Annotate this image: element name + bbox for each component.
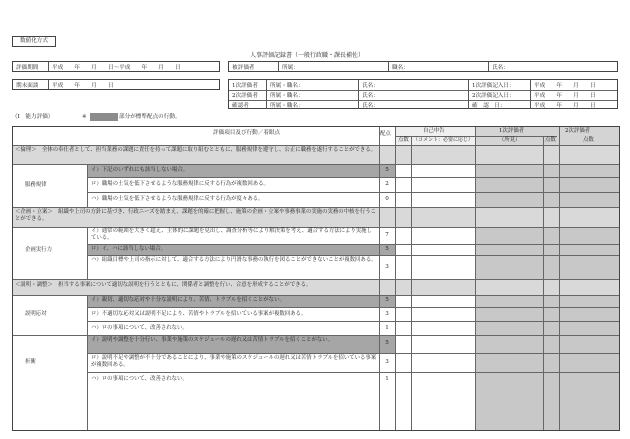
format-tag bbox=[12, 36, 56, 47]
self-comment-cell[interactable] bbox=[411, 164, 475, 207]
evaluator-shade bbox=[475, 295, 620, 431]
evaluator-row bbox=[229, 100, 617, 109]
standard-swatch bbox=[90, 113, 118, 121]
header-self-comment: （コメント：必要に応じ） bbox=[413, 137, 474, 143]
evaluator-date[interactable]: 平成 年 月 日 bbox=[534, 93, 596, 99]
evaluator-affiliation[interactable]: 所属・職名： bbox=[267, 90, 359, 100]
evaluator-date-label: 1次評価記入日： bbox=[469, 80, 531, 90]
header-second-points: 点数 bbox=[583, 137, 594, 143]
header-self: 自己申告 bbox=[423, 128, 445, 134]
section-heading-ethics: ＜倫理＞ 全体の奉仕者として、担当業務の課題に責任を持って課題に取り組むとともに、服務規律を遵守し、公正に職務を遂行することができる。 bbox=[15, 147, 377, 153]
behavior-row: イ）親切、適切な応対や十分な説明により、苦情、トラブルを招くことがない。 bbox=[91, 297, 285, 303]
behavior-row: ロ）説明不足や調整が不十分であることにより、事業や施策のスケジュールの遅れ又は苦情トラブルを招いている事案が複数回ある。 bbox=[91, 355, 377, 369]
behavior-row: ハ）職場の士気を低下させるような服務規律に反する行為が度々ある。 bbox=[91, 196, 264, 202]
header-self-points: 点数 bbox=[398, 137, 409, 143]
header-first: 1次評価者 bbox=[499, 128, 524, 134]
evaluatee-box bbox=[228, 61, 618, 72]
group-name-planning: 企画実行力 bbox=[25, 247, 52, 253]
header-points: 配点 bbox=[380, 131, 391, 137]
period-label: 評価期間 bbox=[13, 62, 49, 71]
evaluator-date[interactable]: 平成 年 月 日 bbox=[534, 102, 596, 109]
evaluator-role: 1次評価者 bbox=[229, 80, 267, 90]
period-box bbox=[12, 61, 220, 72]
section-label: （Ⅰ 能力評価） bbox=[12, 114, 54, 120]
behavior-row: イ）説明や調整を十分行い、事業や施策のスケジュールの遅れ又は苦情トラブルを招くことがない。 bbox=[91, 337, 334, 343]
behavior-row: ロ）不適切な応対又は説明不足により、苦情やトラブルを招いている事案が複数回ある。 bbox=[91, 311, 307, 317]
behavior-row: ハ）ロの事項について、改善されない。 bbox=[91, 325, 188, 331]
self-comment-cell[interactable] bbox=[411, 227, 475, 279]
format-tag-label: 数値化方式 bbox=[20, 38, 48, 44]
period-end-label: 期末面談 bbox=[13, 80, 49, 89]
period-end-box bbox=[12, 79, 220, 90]
period-end-value[interactable]: 平成 年 月 日 bbox=[52, 82, 114, 89]
row-points: 0 bbox=[385, 196, 389, 202]
note-mark: ※ bbox=[82, 114, 87, 120]
evaluatee-position[interactable]: 職名： bbox=[389, 62, 489, 71]
header-second: 2次評価者 bbox=[565, 128, 590, 134]
evaluation-table bbox=[12, 126, 620, 431]
evaluator-date-label: 確 認 日： bbox=[469, 100, 531, 109]
section-heading-planning: ＜企画・立案＞ 組織や上司の方針に基づき、行政ニーズを踏まえ、課題を的確に把握し、施策の企画・立案や事務事業の実施の実務の中核を行うことができる。 bbox=[15, 209, 377, 223]
row-points: 7 bbox=[385, 232, 389, 238]
evaluator-name[interactable]: 氏名： bbox=[359, 90, 469, 100]
page-title: 人事評価記録書（一般行政職・課長補佐） bbox=[250, 52, 365, 59]
row-points: 1 bbox=[385, 325, 389, 331]
section-heading-explain: ＜説明・調整＞ 担当する事案について適切な説明を行うとともに、関係者と調整を行い、合意を形成することができる。 bbox=[15, 282, 312, 288]
behavior-row: イ）下記のいずれにも該当しない場合。 bbox=[91, 167, 189, 173]
evaluator-role: 2次評価者 bbox=[229, 90, 267, 100]
group-name-reception: 説明応対 bbox=[25, 311, 47, 317]
self-points-cell[interactable] bbox=[395, 164, 411, 207]
header-first-view: （所見） bbox=[499, 137, 521, 143]
evaluator-affiliation[interactable]: 所属・職名： bbox=[267, 80, 359, 90]
evaluator-shade bbox=[475, 164, 620, 207]
evaluator-date-label: 2次評価記入日： bbox=[469, 90, 531, 100]
row-points: 5 bbox=[385, 246, 389, 252]
behavior-row: ロ）職場の士気を低下させるような服務規律に反する行為が複数回ある。 bbox=[91, 181, 269, 187]
evaluator-name[interactable]: 氏名： bbox=[359, 80, 469, 90]
evaluatee-name[interactable]: 氏名： bbox=[492, 64, 509, 71]
self-comment-cell[interactable] bbox=[411, 295, 475, 431]
row-points: 1 bbox=[385, 376, 389, 382]
group-name-negotiation: 折衝 bbox=[25, 359, 36, 365]
period-value[interactable]: 平成 年 月 日～平成 年 月 日 bbox=[52, 64, 181, 71]
evaluator-date[interactable]: 平成 年 月 日 bbox=[534, 83, 596, 89]
behavior-row: ロ）イ、ハに該当しない場合。 bbox=[91, 246, 166, 252]
row-points: 3 bbox=[385, 311, 389, 317]
evaluator-affiliation[interactable]: 所属・職名： bbox=[267, 100, 359, 109]
evaluators-box bbox=[228, 79, 618, 109]
group-name-discipline: 服務規律 bbox=[25, 182, 47, 188]
header-first-points: 点数 bbox=[545, 137, 556, 143]
evaluatee-label: 被評価者 bbox=[229, 62, 279, 71]
evaluator-role: 確認者 bbox=[229, 100, 267, 109]
evaluator-name[interactable]: 氏名： bbox=[359, 100, 469, 109]
behavior-row: イ）通常の範囲を大きく超え、主体的に課題を見出し、調査分析等により解決策を考え、適合する方法により実施している。 bbox=[91, 228, 372, 242]
self-points-cell[interactable] bbox=[395, 227, 411, 279]
evaluator-shade bbox=[475, 227, 620, 279]
note-text: 部分が標準配点の行動。 bbox=[119, 114, 181, 120]
row-points: 3 bbox=[385, 359, 389, 365]
behavior-row: ハ）組織目標や上司の指示に対して、適合する方法により円滑な事務の執行を図ることができないことが複数回ある。 bbox=[91, 257, 377, 263]
behavior-row: ハ）ロの事項について、改善されない。 bbox=[91, 376, 188, 382]
row-points: 2 bbox=[385, 181, 389, 187]
row-points: 5 bbox=[385, 297, 389, 303]
row-points: 5 bbox=[385, 340, 389, 346]
row-points: 3 bbox=[385, 264, 389, 270]
self-points-cell[interactable] bbox=[395, 295, 411, 431]
header-items: 評価項目及び行動／着眼点 bbox=[213, 130, 281, 136]
row-points: 5 bbox=[385, 167, 389, 173]
evaluatee-affiliation[interactable]: 所属： bbox=[279, 62, 389, 71]
